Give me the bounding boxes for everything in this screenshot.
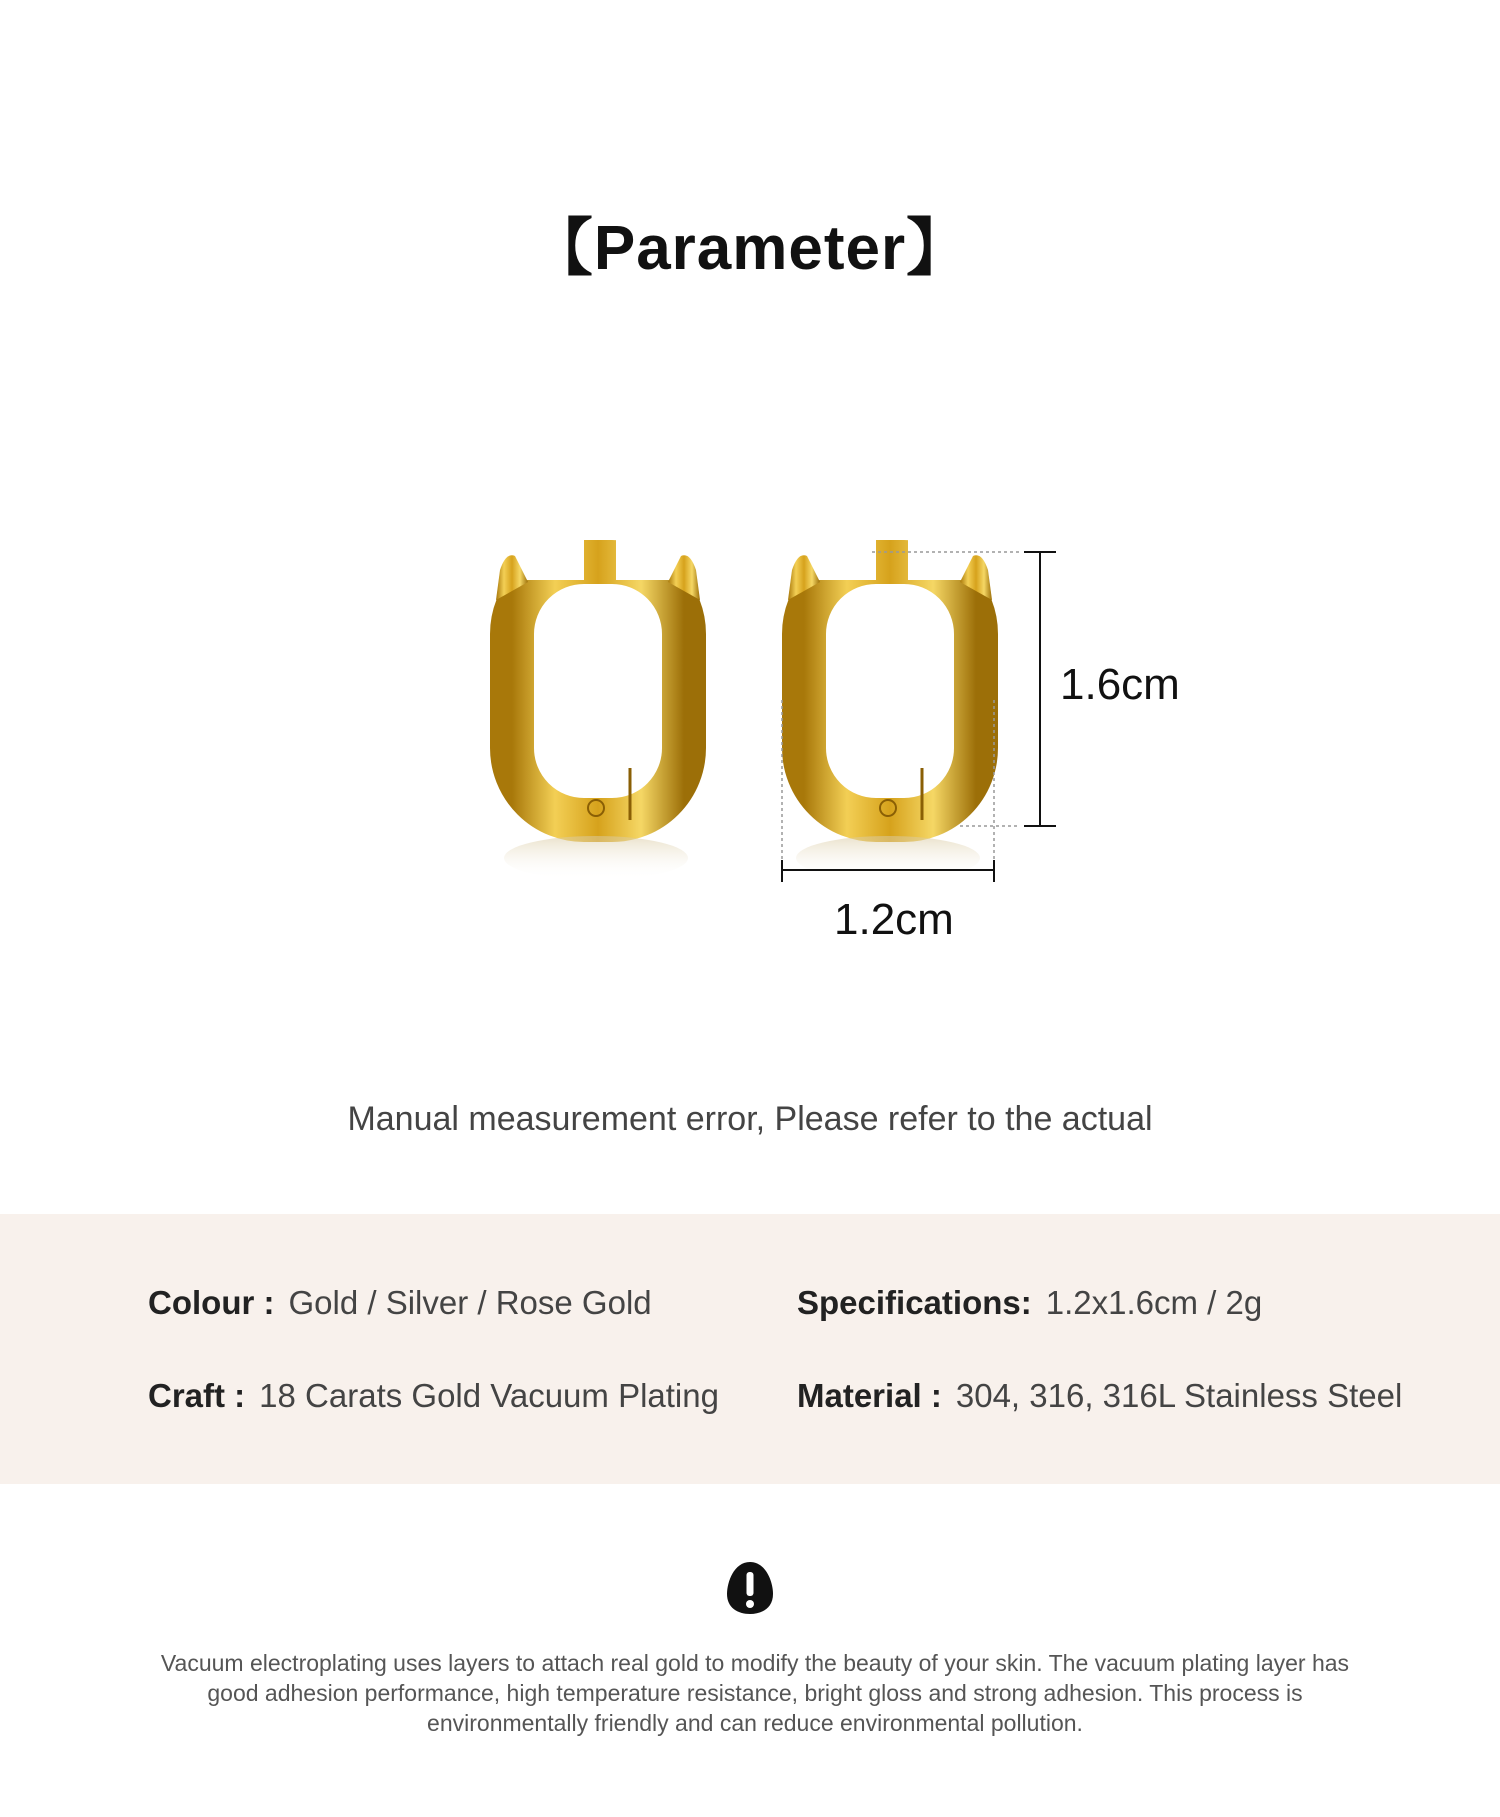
width-dimension-label: 1.2cm [834, 895, 954, 944]
height-dimension-line [1024, 552, 1056, 826]
spec-colour-label: Colour : [148, 1284, 275, 1321]
page-title: 【Parameter】 [530, 214, 970, 283]
spec-material-label: Material : [797, 1377, 942, 1414]
spec-craft-value: 18 Carats Gold Vacuum Plating [259, 1377, 719, 1414]
spec-specifications-value: 1.2x1.6cm / 2g [1045, 1284, 1263, 1321]
exclamation-icon [726, 1560, 774, 1616]
spec-craft [148, 1377, 719, 1415]
spec-band [0, 1214, 1500, 1484]
spec-specifications [797, 1284, 1262, 1322]
spec-colour-value: Gold / Silver / Rose Gold [288, 1284, 652, 1321]
spec-material [797, 1377, 1402, 1415]
spec-colour [148, 1284, 652, 1322]
spec-craft-label: Craft : [148, 1377, 246, 1414]
right-earring [788, 540, 992, 880]
measurement-note: Manual measurement error, Please refer to the actual [347, 1100, 1153, 1138]
plating-description: Vacuum electroplating uses layers to attach real gold to modify the beauty of your skin. The vacuum plating layer has good adhesion performance, high temperature resistance, bright gloss and strong adhesion. This process is environmentally friendly and can reduce environmental pollution. [160, 1650, 1350, 1736]
spec-specifications-label: Specifications: [797, 1284, 1032, 1321]
left-earring [496, 540, 700, 880]
height-dimension-label: 1.6cm [1060, 660, 1180, 709]
spec-material-value: 304, 316, 316L Stainless Steel [955, 1377, 1403, 1414]
